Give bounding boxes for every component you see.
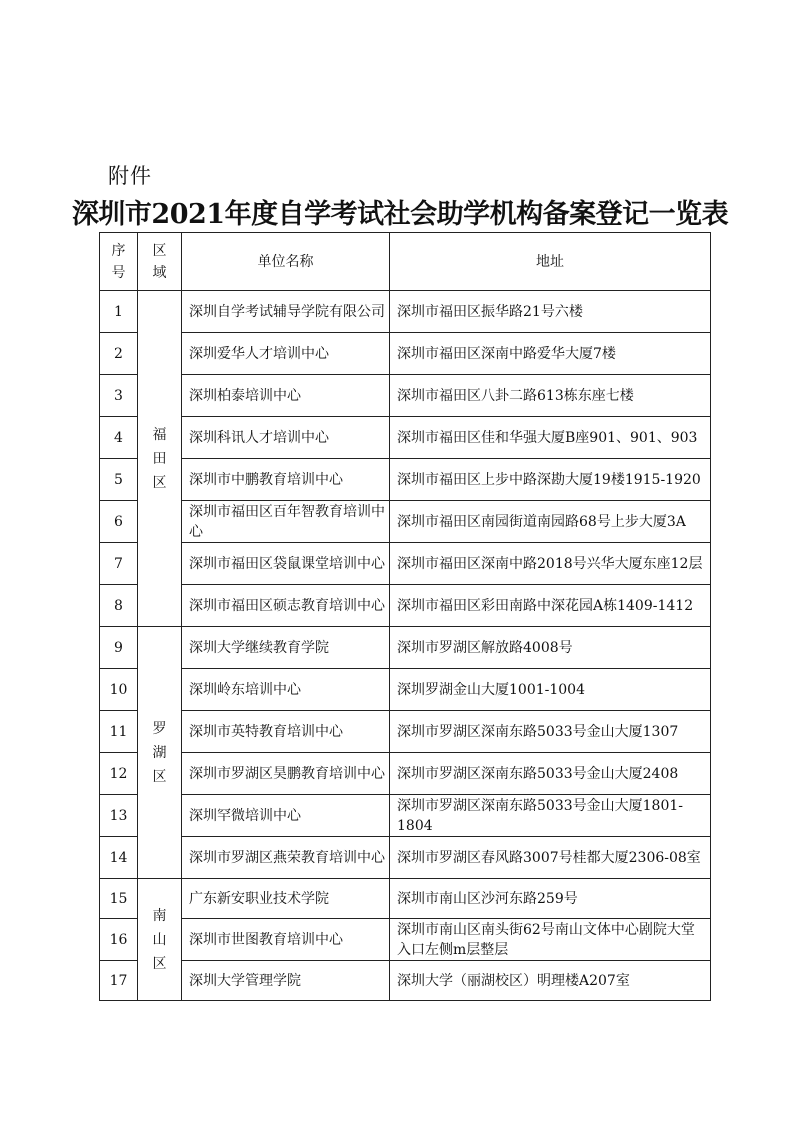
org-name: 广东新安职业技术学院 <box>182 879 390 919</box>
header-seq-line2: 号 <box>111 264 126 281</box>
table-row <box>100 711 711 753</box>
document-title: 深圳市2021年度自学考试社会助学机构备案登记一览表 <box>71 199 729 230</box>
org-name: 深圳市福田区百年智教育培训中心 <box>182 501 390 543</box>
district-char: 区 <box>152 955 167 972</box>
table-row <box>100 627 711 669</box>
row-number: 12 <box>100 753 138 795</box>
org-address: 深圳市福田区深南中路爱华大厦7楼 <box>390 333 711 375</box>
org-name: 深圳爱华人才培训中心 <box>182 333 390 375</box>
org-name: 深圳市中鹏教育培训中心 <box>182 459 390 501</box>
org-address: 深圳市福田区振华路21号六楼 <box>390 291 711 333</box>
district-char: 区 <box>152 768 167 785</box>
row-number: 8 <box>100 585 138 627</box>
district-char: 区 <box>152 474 167 491</box>
district-cell-nanshan <box>138 879 182 1001</box>
org-address: 深圳市罗湖区深南东路5033号金山大厦1801-1804 <box>390 795 711 837</box>
row-number: 4 <box>100 417 138 459</box>
org-address: 深圳市福田区彩田南路中深花园A栋1409-1412 <box>390 585 711 627</box>
org-address: 深圳市福田区八卦二路613栋东座七楼 <box>390 375 711 417</box>
org-name: 深圳柏泰培训中心 <box>182 375 390 417</box>
org-address: 深圳市福田区南园街道南园路68号上步大厦3A <box>390 501 711 543</box>
org-name: 深圳大学继续教育学院 <box>182 627 390 669</box>
header-district-line2: 域 <box>152 264 167 281</box>
table-row <box>100 837 711 879</box>
table-row <box>100 669 711 711</box>
org-address: 深圳市福田区深南中路2018号兴华大厦东座12层 <box>390 543 711 585</box>
table-row <box>100 291 711 333</box>
row-number: 7 <box>100 543 138 585</box>
row-number: 14 <box>100 837 138 879</box>
table-row <box>100 919 711 961</box>
org-address: 深圳罗湖金山大厦1001-1004 <box>390 669 711 711</box>
table-row <box>100 459 711 501</box>
table-row <box>100 501 711 543</box>
header-district-line1: 区 <box>152 242 167 259</box>
org-name: 深圳市罗湖区昊鹏教育培训中心 <box>182 753 390 795</box>
row-number: 6 <box>100 501 138 543</box>
row-number: 5 <box>100 459 138 501</box>
org-name: 深圳罕微培训中心 <box>182 795 390 837</box>
org-name: 深圳科讯人才培训中心 <box>182 417 390 459</box>
org-name: 深圳市福田区硕志教育培训中心 <box>182 585 390 627</box>
org-address: 深圳市罗湖区春风路3007号桂都大厦2306-08室 <box>390 837 711 879</box>
org-address: 深圳市福田区上步中路深勘大厦19楼1915-1920 <box>390 459 711 501</box>
row-number: 16 <box>100 919 138 961</box>
org-name: 深圳大学管理学院 <box>182 961 390 1001</box>
table-row <box>100 543 711 585</box>
table-row <box>100 961 711 1001</box>
org-address: 深圳大学（丽湖校区）明理楼A207室 <box>390 961 711 1001</box>
attachment-label: 附件 <box>108 164 152 188</box>
org-name: 深圳市世图教育培训中心 <box>182 919 390 961</box>
header-seq-line1: 序 <box>111 242 126 259</box>
row-number: 9 <box>100 627 138 669</box>
table-row <box>100 879 711 919</box>
table-row <box>100 417 711 459</box>
org-address: 深圳市南山区沙河东路259号 <box>390 879 711 919</box>
row-number: 10 <box>100 669 138 711</box>
header-address: 地址 <box>390 233 711 291</box>
org-address: 深圳市罗湖区深南东路5033号金山大厦2408 <box>390 753 711 795</box>
registry-table <box>99 232 711 1001</box>
district-char: 湖 <box>152 744 167 761</box>
row-number: 17 <box>100 961 138 1001</box>
district-cell-luohu <box>138 627 182 879</box>
district-cell-futian <box>138 291 182 627</box>
table-row <box>100 333 711 375</box>
org-name: 深圳市英特教育培训中心 <box>182 711 390 753</box>
row-number: 3 <box>100 375 138 417</box>
org-name: 深圳市福田区袋鼠课堂培训中心 <box>182 543 390 585</box>
header-seq <box>100 233 138 291</box>
header-district <box>138 233 182 291</box>
header-org-name: 单位名称 <box>182 233 390 291</box>
org-address: 深圳市福田区佳和华强大厦B座901、901、903 <box>390 417 711 459</box>
district-char: 南 <box>152 907 167 924</box>
table-row <box>100 753 711 795</box>
row-number: 13 <box>100 795 138 837</box>
table-row <box>100 585 711 627</box>
district-char: 福 <box>152 426 167 443</box>
district-char: 田 <box>152 450 167 467</box>
district-char: 山 <box>152 931 167 948</box>
org-address: 深圳市罗湖区深南东路5033号金山大厦1307 <box>390 711 711 753</box>
org-name: 深圳自学考试辅导学院有限公司 <box>182 291 390 333</box>
org-name: 深圳岭东培训中心 <box>182 669 390 711</box>
org-address: 深圳市南山区南头街62号南山文体中心剧院大堂入口左侧m层整层 <box>390 919 711 961</box>
org-address: 深圳市罗湖区解放路4008号 <box>390 627 711 669</box>
district-char: 罗 <box>152 720 167 737</box>
table-row <box>100 375 711 417</box>
table-row <box>100 795 711 837</box>
row-number: 11 <box>100 711 138 753</box>
row-number: 15 <box>100 879 138 919</box>
header-row <box>100 233 711 291</box>
row-number: 1 <box>100 291 138 333</box>
row-number: 2 <box>100 333 138 375</box>
org-name: 深圳市罗湖区燕荣教育培训中心 <box>182 837 390 879</box>
